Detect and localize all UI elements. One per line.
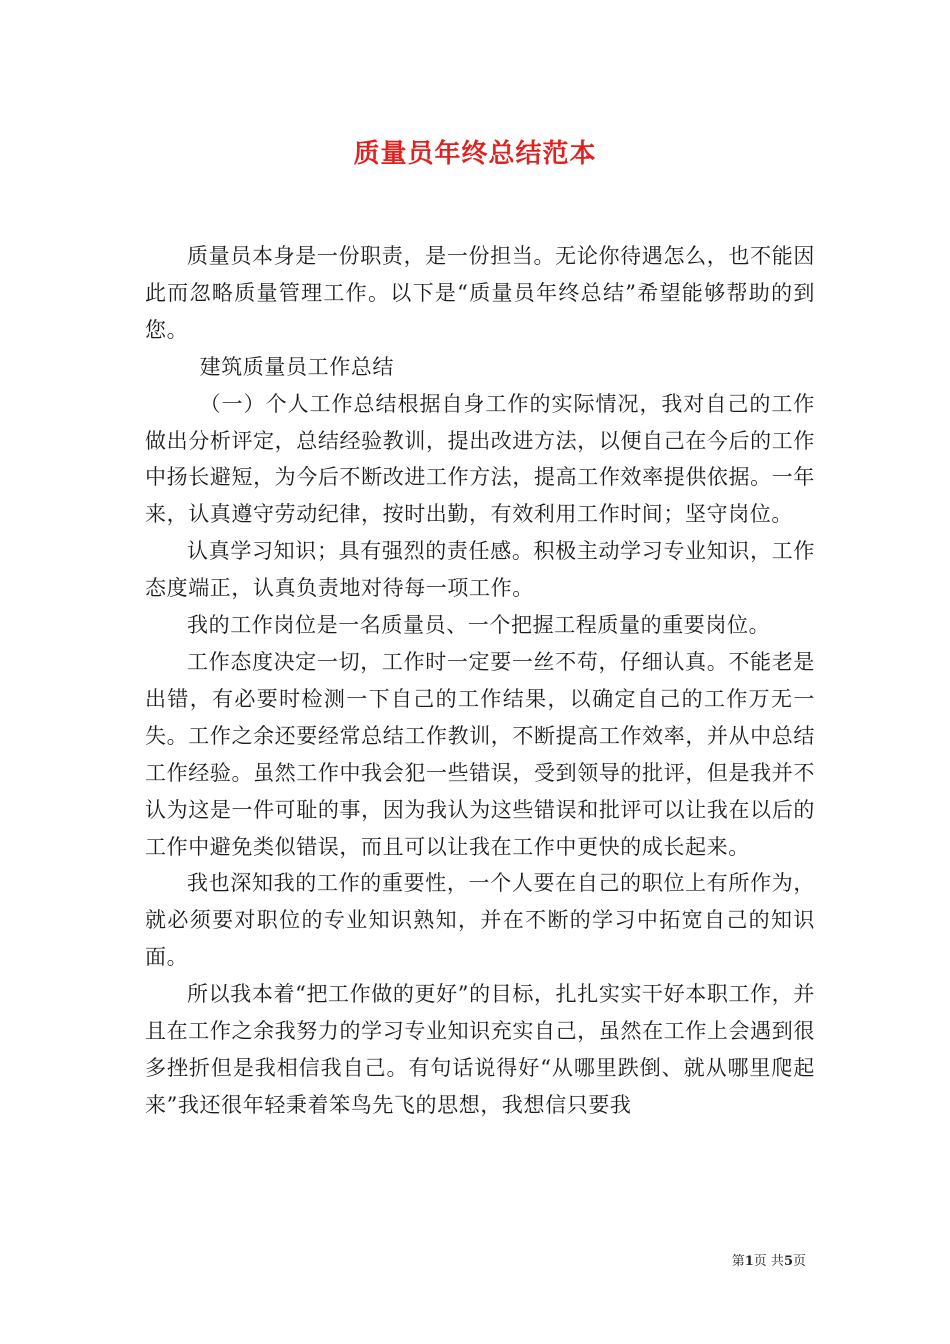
paragraph-personal-summary: （一）个人工作总结根据自身工作的实际情况，我对自己的工作做出分析评定，总结经验教训，提出改进方法，以便自己在今后的工作中扬长避短，为今后不断改进工作方法，提高工作效率提供依据。一年来，认真遵守劳动纪律，按时出勤，有效利用工作时间；坚守岗位。 [145, 391, 815, 527]
footer-current-page: 1 [744, 1254, 754, 1269]
intro-paragraph: 质量员本身是一份职责，是一份担当。无论你待遇怎么，也不能因此而忽略质量管理工作。以下是“质量员年终总结”希望能够帮助的到您。 [145, 244, 815, 342]
footer-suffix: 页 [792, 1254, 806, 1269]
page-footer [0, 1250, 806, 1269]
section-heading: 建筑质量员工作总结 [199, 354, 394, 379]
paragraph-goal: 所以我本着“把工作做的更好”的目标，扎扎实实干好本职工作，并且在工作之余我努力的学习专业知识充实自己，虽然在工作上会遇到很多挫折但是我相信我自己。有句话说得好“从哪里跌倒、就从哪里爬起来”我还很年轻秉着笨鸟先飞的思想，我想信只要我 [145, 982, 815, 1117]
footer-prefix: 第 [731, 1254, 745, 1269]
paragraph-attitude: 工作态度决定一切，工作时一定要一丝不苟，仔细认真。不能老是出错，有必要时检测一下自己的工作结果，以确定自己的工作万无一失。工作之余还要经常总结工作教训，不断提高工作效率，并从中总结工作经验。虽然工作中我会犯一些错误，受到领导的批评，但是我并不认为这是一件可耻的事，因为我认为这些错误和批评可以让我在以后的工作中避免类似错误，而且可以让我在工作中更快的成长起来。 [145, 649, 815, 859]
document-body [145, 238, 815, 1124]
paragraph-importance: 我也深知我的工作的重要性，一个人要在自己的职位上有所作为，就必须要对职位的专业知识熟知，并在不断的学习中拓宽自己的知识面。 [145, 871, 815, 970]
footer-total-pages: 5 [783, 1254, 793, 1269]
footer-middle: 页 共 [753, 1254, 784, 1269]
document-title: 质量员年终总结范本 [353, 139, 597, 169]
paragraph-position: 我的工作岗位是一名质量员、一个把握工程质量的重要岗位。 [187, 613, 771, 638]
paragraph-learning: 认真学习知识；具有强烈的责任感。积极主动学习专业知识，工作态度端正，认真负责地对待每一项工作。 [145, 539, 815, 601]
